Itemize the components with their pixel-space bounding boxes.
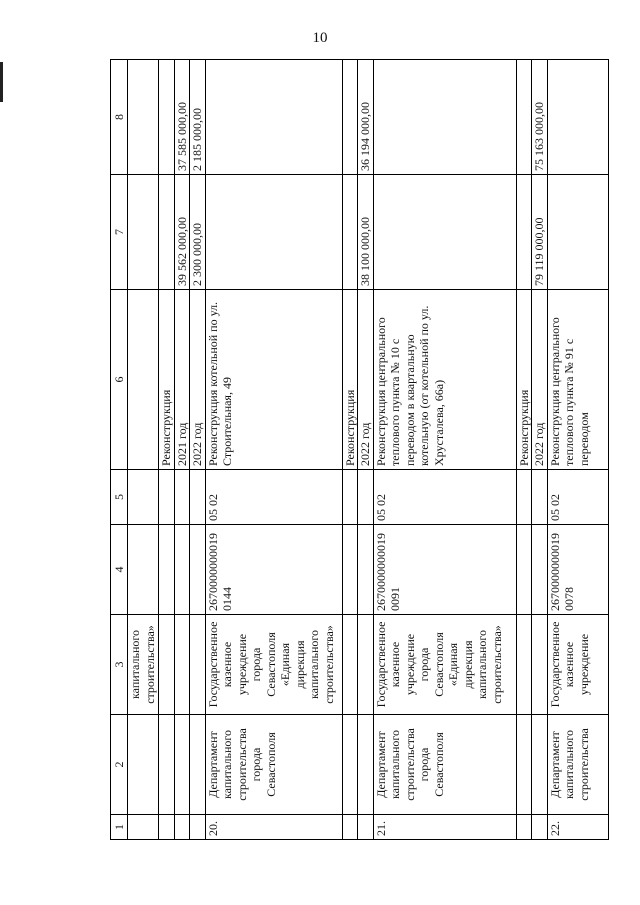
- cell-year: 2021 год: [174, 290, 190, 470]
- table-container: [110, 60, 591, 840]
- cell-year: 2022 год: [190, 290, 206, 470]
- cell-value-8: 75 163 000,00: [532, 60, 548, 175]
- table-row: [516, 60, 532, 840]
- cell-label: Реконструкция: [516, 290, 532, 470]
- cell-value-7: 39 562 000,00: [174, 175, 190, 290]
- cell-value-8: 37 585 000,00: [174, 60, 190, 175]
- cell-number: 22.: [547, 815, 608, 840]
- cell-institution: Государственное казенное учреждение города Севастополя «Единая дирекция капитального строительства»: [205, 615, 342, 715]
- col-header-3: 3: [111, 615, 128, 715]
- cell-department: Департамент капитального строительства: [547, 715, 608, 815]
- col-header-1: 1: [111, 815, 128, 840]
- col-header-4: 4: [111, 525, 128, 615]
- cell-department: Департамент капитального строительства города Севастополя: [205, 715, 342, 815]
- cell-value-8: 36 194 000,00: [358, 60, 374, 175]
- table-row: [547, 60, 608, 840]
- col-header-8: 8: [111, 60, 128, 175]
- cell-code: 26700000000190091: [373, 525, 516, 615]
- col-header-7: 7: [111, 175, 128, 290]
- table-row: [358, 60, 374, 840]
- table-row: [159, 60, 175, 840]
- cell-year: 2022 год: [358, 290, 374, 470]
- cell-value-7: 79 119 000,00: [532, 175, 548, 290]
- cell-institution: Государственное казенное учреждение города Севастополя «Единая дирекция капитального строительства»: [373, 615, 516, 715]
- table-row: [205, 60, 342, 840]
- cell-section: 05 02: [547, 470, 608, 525]
- table-row: [190, 60, 206, 840]
- col-header-5: 5: [111, 470, 128, 525]
- cell-number: 20.: [205, 815, 342, 840]
- cell-year: 2022 год: [532, 290, 548, 470]
- header-row: [111, 60, 128, 840]
- col-header-2: 2: [111, 715, 128, 815]
- budget-table: [110, 59, 609, 840]
- cell-label: Реконструкция: [342, 290, 358, 470]
- cell-code: 26700000000190144: [205, 525, 342, 615]
- cell-value-7: 38 100 000,00: [358, 175, 374, 290]
- page-number: 10: [312, 30, 328, 46]
- cell-description: Реконструкция котельной по ул. Строительная, 49: [205, 290, 342, 470]
- cell-department: Департамент капитального строительства города Севастополя: [373, 715, 516, 815]
- col-header-6: 6: [111, 290, 128, 470]
- cell-description: Реконструкция центрального теплового пункта № 91 с переводом: [547, 290, 608, 470]
- table-row: [532, 60, 548, 840]
- table-row: [342, 60, 358, 840]
- table-row: [373, 60, 516, 840]
- cell-section: 05 02: [373, 470, 516, 525]
- cell-number: 21.: [373, 815, 516, 840]
- table-row: [174, 60, 190, 840]
- rotated-table-area: [110, 60, 591, 840]
- cell-value-7: 2 300 000,00: [190, 175, 206, 290]
- cell-institution-continuation: капитального строительства»: [128, 615, 159, 715]
- cell-section: 05 02: [205, 470, 342, 525]
- cell-value-8: 2 185 000,00: [190, 60, 206, 175]
- cell-institution: Государственное казенное учреждение: [547, 615, 608, 715]
- cell-label: Реконструкция: [159, 290, 175, 470]
- cell-code: 26700000000190078: [547, 525, 608, 615]
- scan-edge-mark: [0, 62, 3, 102]
- table-row: [128, 60, 159, 840]
- cell-description: Реконструкция центрального теплового пункта № 10 с переводом в квартальную котельную (от котельной по ул. Хрусталева, 66а): [373, 290, 516, 470]
